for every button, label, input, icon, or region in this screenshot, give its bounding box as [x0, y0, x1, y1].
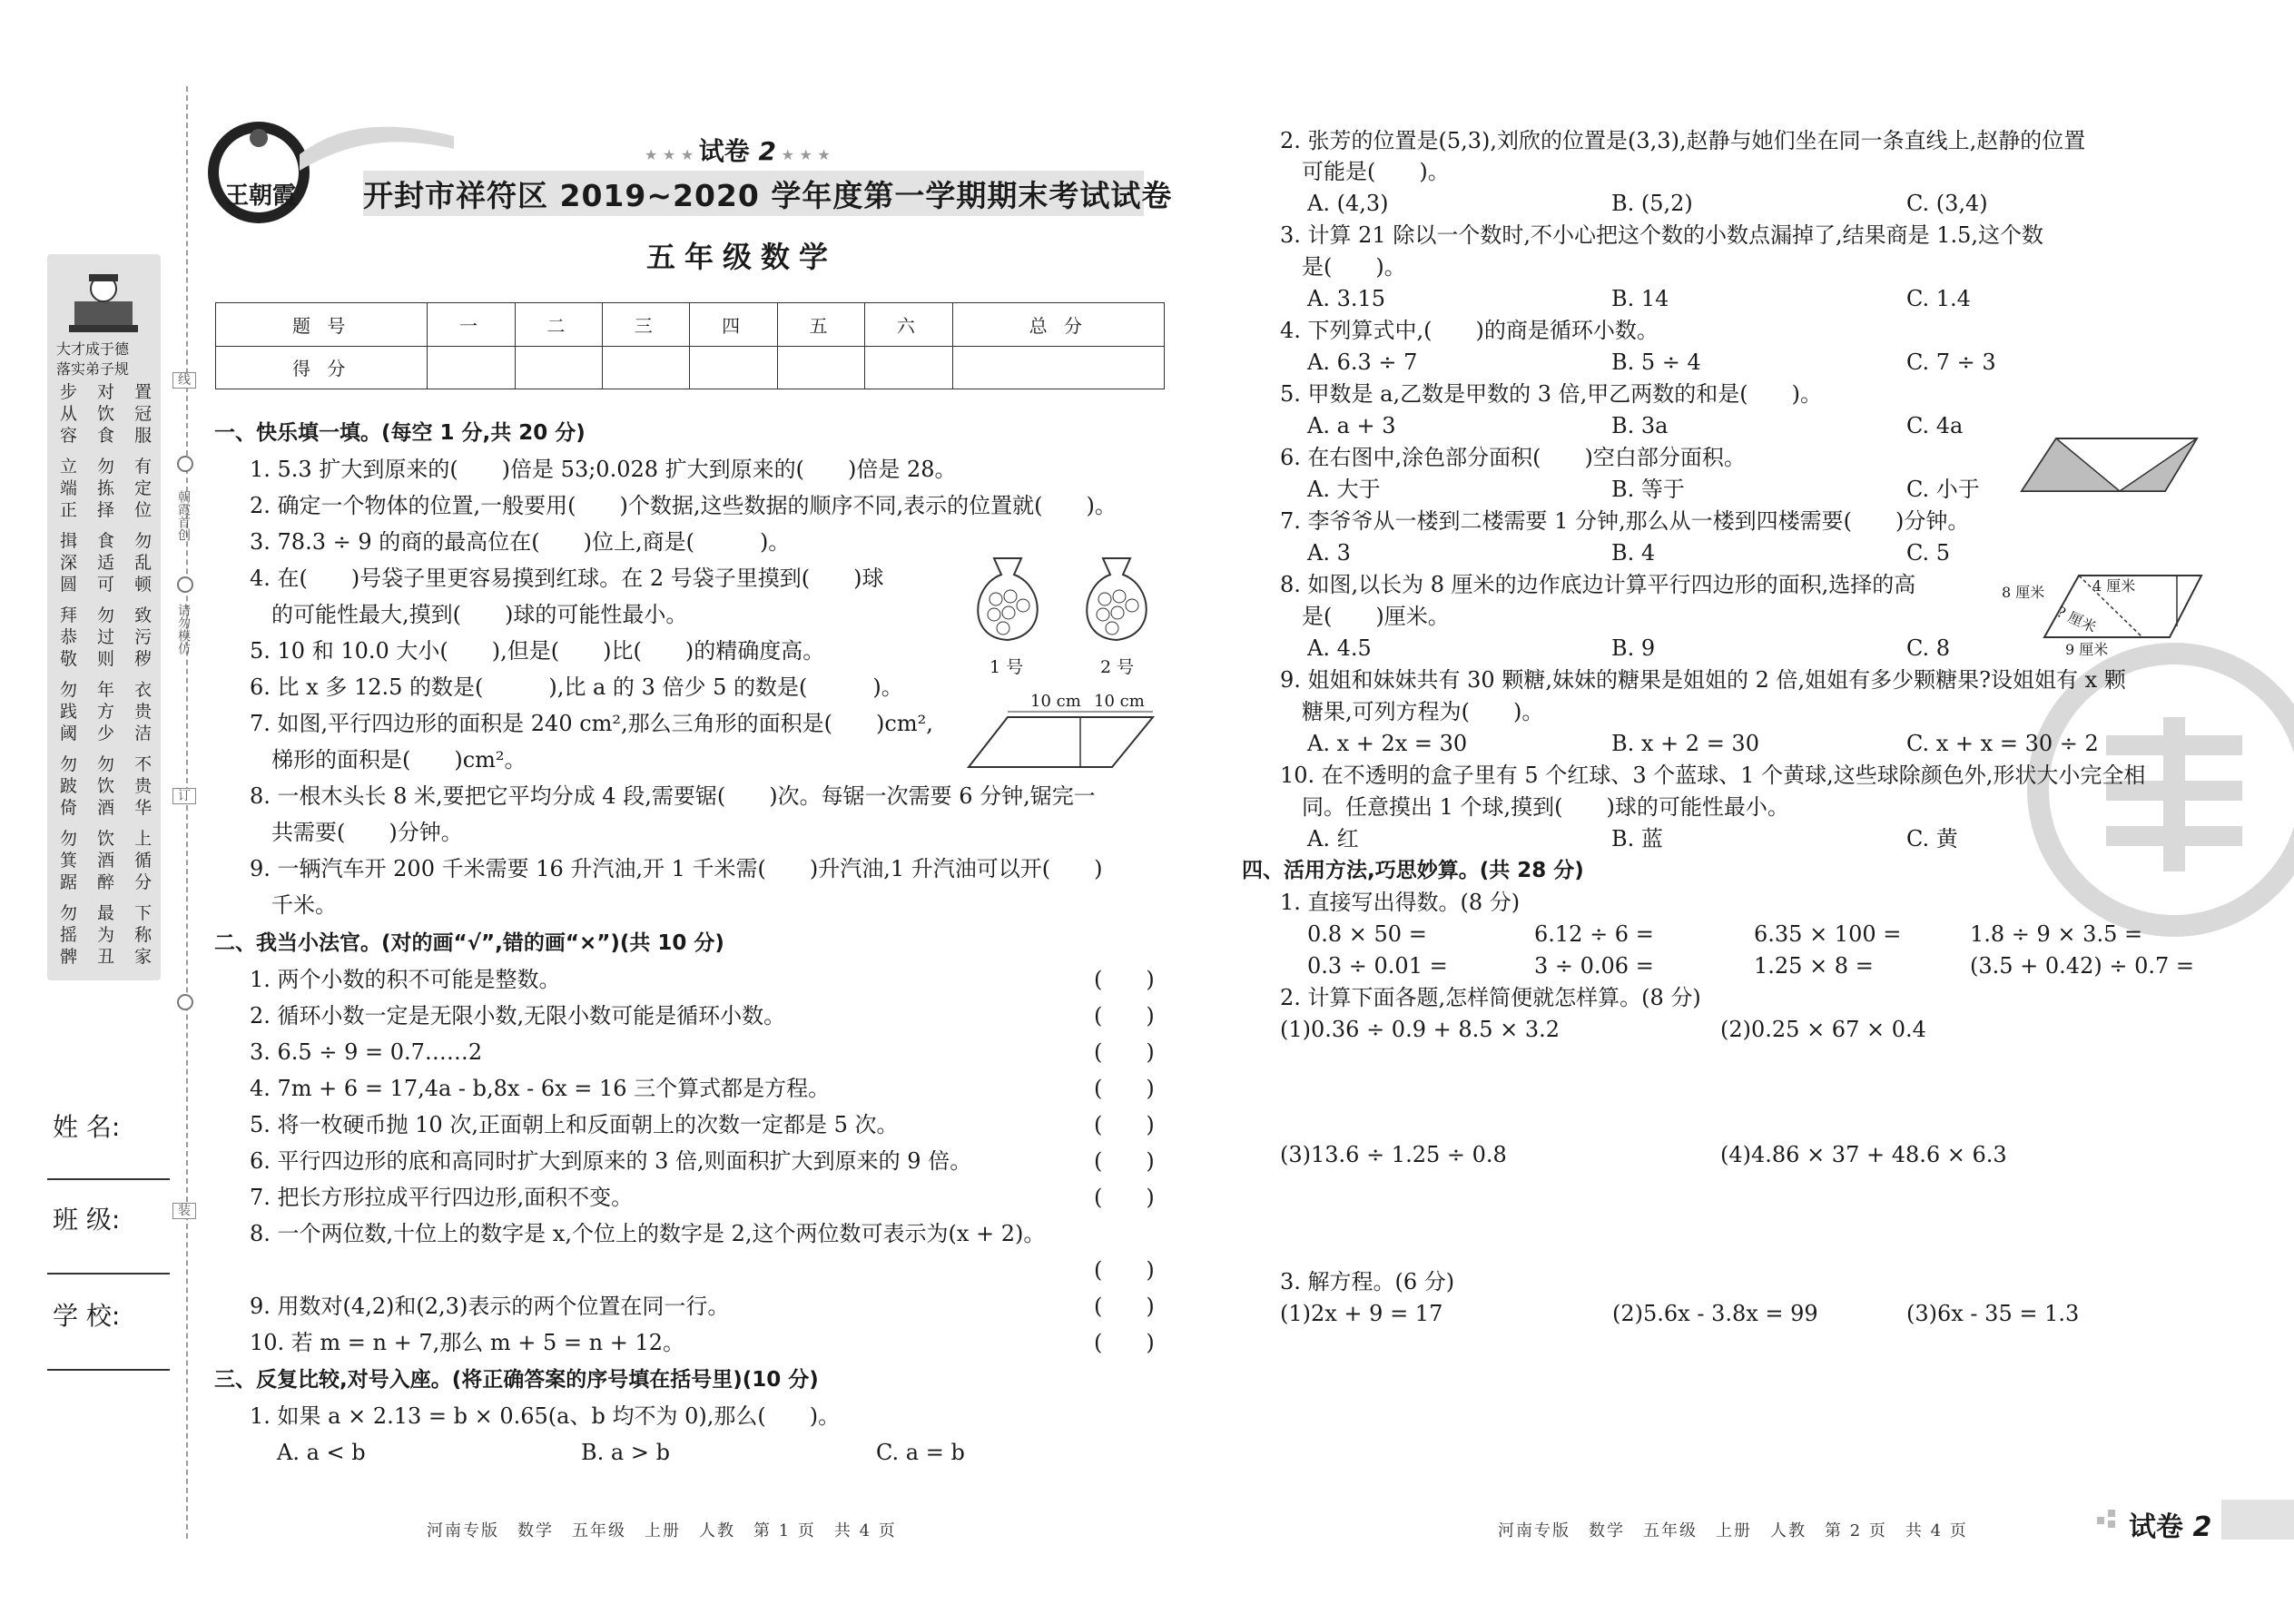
s3-question: 糖果,可列方程为( )。: [1280, 699, 1544, 724]
answer-paren[interactable]: ( ): [1094, 1039, 1155, 1065]
binding-hole-icon: [177, 456, 193, 472]
sidebar-line: 踞 醉 分: [60, 872, 160, 892]
s3-option: C. (3,4): [1906, 191, 1988, 216]
school-field[interactable]: [47, 1369, 170, 1371]
s3-option: B. x + 2 = 30: [1611, 731, 1759, 756]
calc-item: 6.35 × 100 =: [1754, 921, 1902, 947]
s3-question: 4. 下列算式中,( )的商是循环小数。: [1280, 318, 1659, 343]
tag-number: 2: [2192, 1511, 2212, 1543]
calc-item: (4)4.86 × 37 + 48.6 × 6.3: [1720, 1142, 2007, 1167]
s2-item: 7. 把长方形拉成平行四边形,面积不变。: [250, 1185, 634, 1210]
calc-item: 1.25 × 8 =: [1754, 953, 1874, 979]
sidebar-line: 箕 酒 循: [60, 851, 160, 871]
fig-label-unknown: ? 厘米: [2053, 603, 2100, 636]
score-input[interactable]: [690, 346, 777, 389]
score-cell: 三: [603, 303, 690, 347]
calc-item: 1.8 ÷ 9 × 3.5 =: [1970, 921, 2143, 947]
s3-option: B. 4: [1611, 540, 1656, 566]
name-field[interactable]: [47, 1178, 170, 1180]
sidebar-line: 跛 饮 贵: [60, 776, 160, 796]
paper-tag: [2129, 1504, 2211, 1544]
answer-paren[interactable]: ( ): [1094, 1257, 1155, 1283]
logo-text: 王朝霞: [225, 182, 297, 210]
s3-option: A. 红: [1307, 826, 1359, 851]
answer-paren[interactable]: ( ): [1094, 967, 1155, 992]
score-input[interactable]: [777, 346, 864, 389]
sidebar-line: 深 适 乱: [60, 553, 160, 573]
s4-sub: 1. 直接写出得数。(8 分): [1280, 890, 1521, 915]
score-cell: 总 分: [952, 303, 1164, 347]
calc-item: (2)5.6x - 3.8x = 99: [1612, 1301, 1818, 1326]
fig-label-4cm: 4 厘米: [2092, 577, 2136, 595]
s3-question: 10. 在不透明的盒子里有 5 个红球、3 个蓝球、1 个黄球,这些球除颜色外,形状大小完全相: [1280, 763, 2146, 788]
answer-paren[interactable]: ( ): [1094, 1003, 1155, 1029]
seal-mark-xian: 线: [172, 372, 196, 389]
s3-option: A. a < b: [277, 1440, 366, 1465]
seal-mark-ding: 订: [172, 788, 196, 804]
paper-badge: ★ ★ ★ 试卷 2 ★ ★ ★: [645, 136, 831, 166]
score-cell: 四: [690, 303, 777, 347]
ball-bags-figure: [958, 549, 1167, 649]
s3-option: C. a = b: [876, 1440, 965, 1465]
score-cell: 一: [428, 303, 515, 347]
section1-title: 一、快乐填一填。(每空 1 分,共 20 分): [214, 421, 586, 445]
calc-item: (2)0.25 × 67 × 0.4: [1720, 1017, 1926, 1042]
answer-paren[interactable]: ( ): [1094, 1185, 1155, 1210]
scholar-figure-icon: [67, 265, 140, 338]
s2-item: 4. 7m + 6 = 17,4a - b,8x - 6x = 16 三个算式都是方程。: [250, 1076, 831, 1101]
s3-question: 3. 计算 21 除以一个数时,不小心把这个数的小数点漏掉了,结果商是 1.5,这个数: [1280, 222, 2044, 248]
parallelogram-figure: [967, 708, 1157, 776]
s2-item: 8. 一个两位数,十位上的数字是 x,个位上的数字是 2,这个两位数可表示为(x + 2)。: [250, 1221, 1046, 1246]
s3-option: B. 14: [1611, 286, 1669, 311]
footer-right: 河南专版 数学 五年级 上册 人教 第 2 页 共 4 页: [1498, 1521, 1968, 1540]
s2-item: 3. 6.5 ÷ 9 = 0.7……2: [250, 1039, 483, 1065]
dim-label-1: 10 cm: [1030, 692, 1081, 711]
s3-option: C. x + x = 30 ÷ 2: [1906, 731, 2099, 756]
badge-number: 2: [758, 136, 776, 166]
score-cell: 五: [777, 303, 864, 347]
s4-sub: 2. 计算下面各题,怎样简便就怎样算。(8 分): [1280, 985, 1701, 1010]
score-cell: 六: [865, 303, 952, 347]
s3-question: 是( )。: [1280, 254, 1406, 280]
s1-item: 8. 一根木头长 8 米,要把它平均分成 4 段,需要锯( )次。每锯一次需要 6 分钟,锯完一: [250, 783, 1096, 809]
sidebar-line: 勿 最 下: [60, 903, 160, 923]
s2-item: 9. 用数对(4,2)和(2,3)表示的两个位置在同一行。: [250, 1294, 730, 1319]
seal-text-2: 请勿模仿: [176, 604, 191, 655]
score-cell: 得 分: [216, 346, 428, 389]
footer-left: 河南专版 数学 五年级 上册 人教 第 1 页 共 4 页: [427, 1521, 897, 1540]
answer-paren[interactable]: ( ): [1094, 1076, 1155, 1101]
binding-dashed-line: [186, 86, 188, 1539]
s3-question: 是( )厘米。: [1280, 604, 1450, 629]
sidebar-line: 倚 酒 华: [60, 798, 160, 818]
s3-question: 6. 在右图中,涂色部分面积( )空白部分面积。: [1280, 445, 1746, 470]
calc-item: (1)0.36 ÷ 0.9 + 8.5 × 3.2: [1280, 1017, 1561, 1042]
calc-item: 0.8 × 50 =: [1307, 921, 1427, 947]
s3-option: C. 黄: [1906, 826, 1958, 851]
s2-item: 6. 平行四边形的底和高同时扩大到原来的 3 倍,则面积扩大到原来的 9 倍。: [250, 1148, 972, 1174]
name-label: 姓 名:: [53, 1112, 121, 1142]
sidebar-line: 敬 则 秽: [60, 649, 160, 669]
s3-option: A. 4.5: [1307, 635, 1372, 661]
section2-title: 二、我当小法官。(对的画“√”,错的画“×”)(共 10 分): [214, 931, 724, 955]
s1-item: 2. 确定一个物体的位置,一般要用( )个数据,这些数据的顺序不同,表示的位置就( )。: [250, 493, 1117, 518]
bag1-label: 1 号: [989, 657, 1024, 677]
s1-item: 的可能性最大,摸到( )球的可能性最小。: [250, 602, 688, 627]
s3-question: 1. 如果 a × 2.13 = b × 0.65(a、b 均不为 0),那么( )。: [250, 1403, 841, 1429]
class-label: 班 级:: [53, 1205, 121, 1235]
sidebar-line: 揖 食 勿: [60, 531, 160, 551]
class-field[interactable]: [47, 1273, 170, 1275]
dim-label-2: 10 cm: [1094, 692, 1145, 711]
sidebar-motto-1: 大才成于德: [56, 340, 130, 358]
s3-question: 7. 李爷爷从一楼到二楼需要 1 分钟,那么从一楼到四楼需要( )分钟。: [1280, 508, 1970, 534]
badge-label: 试卷: [698, 136, 750, 166]
s2-item: 5. 将一枚硬币抛 10 次,正面朝上和反面朝上的次数一定都是 5 次。: [250, 1112, 899, 1137]
s4-sub: 3. 解方程。(6 分): [1280, 1269, 1455, 1294]
s3-question: 8. 如图,以长为 8 厘米的边作底边计算平行四边形的面积,选择的高: [1280, 572, 1916, 597]
fig-label-9cm: 9 厘米: [2065, 641, 2109, 658]
s1-item: 6. 比 x 多 12.5 的数是( ),比 a 的 3 倍少 5 的数是( )。: [250, 674, 903, 700]
answer-paren[interactable]: ( ): [1094, 1294, 1155, 1319]
s1-item: 共需要( )分钟。: [250, 820, 463, 845]
calc-item: (1)2x + 9 = 17: [1280, 1301, 1443, 1326]
sidebar-line: 勿 饮 上: [60, 829, 160, 849]
sidebar-line: 立 勿 有: [60, 457, 160, 477]
sidebar-line: 恭 过 污: [60, 627, 160, 647]
publisher-logo: [204, 118, 313, 227]
score-table-header: [216, 303, 1165, 347]
s2-item: 2. 循环小数一定是无限小数,无限小数可能是循环小数。: [250, 1003, 786, 1029]
s3-option: B. 5 ÷ 4: [1611, 349, 1701, 375]
shaded-parallelogram-figure: [2020, 434, 2201, 496]
s1-item: 梯形的面积是( )cm²。: [250, 747, 527, 773]
s3-option: C. 7 ÷ 3: [1906, 349, 1996, 375]
s3-question: 9. 姐姐和妹妹共有 30 颗糖,妹妹的糖果是姐姐的 2 倍,姐姐有多少颗糖果?设姐姐有 x 颗: [1280, 667, 2126, 693]
s3-option: B. 3a: [1611, 413, 1669, 438]
s3-question: 5. 甲数是 a,乙数是甲数的 3 倍,甲乙两数的和是( )。: [1280, 381, 1822, 407]
s1-item: 4. 在( )号袋子里更容易摸到红球。在 2 号袋子里摸到( )球: [250, 566, 884, 591]
calc-item: 0.3 ÷ 0.01 =: [1307, 953, 1448, 979]
s1-item: 7. 如图,平行四边形的面积是 240 cm²,那么三角形的面积是( )cm²,: [250, 711, 933, 736]
sidebar-line: 髀 丑 家: [60, 947, 160, 967]
s3-option: B. a > b: [581, 1440, 670, 1465]
s3-option: B. (5,2): [1611, 191, 1693, 216]
sidebar-line: 摇 为 称: [60, 925, 160, 945]
section4-title: 四、活用方法,巧思妙算。(共 28 分): [1242, 859, 1584, 882]
score-input[interactable]: [428, 346, 515, 389]
s3-question: 2. 张芳的位置是(5,3),刘欣的位置是(3,3),赵静与她们坐在同一条直线上,赵静的位置: [1280, 128, 2086, 153]
s1-item: 千米。: [250, 892, 337, 918]
seal-text-1: 朝霞首创: [176, 490, 191, 541]
sidebar-line: 践 方 贵: [60, 702, 160, 722]
calc-item: (3.5 + 0.42) ÷ 0.7 =: [1970, 953, 2194, 979]
s3-option: C. 5: [1906, 540, 1951, 566]
sidebar-line: 圆 可 顿: [60, 575, 160, 595]
s3-option: A. 6.3 ÷ 7: [1307, 349, 1418, 375]
s3-option: C. 小于: [1906, 477, 1980, 502]
s1-item: 9. 一辆汽车开 200 千米需要 16 升汽油,开 1 千米需( )升汽油,1 升汽油可以开( ): [250, 856, 1103, 881]
sidebar-line: 端 拣 定: [60, 478, 160, 498]
calc-item: 6.12 ÷ 6 =: [1534, 921, 1654, 947]
bag2-label: 2 号: [1100, 657, 1135, 677]
seal-mark-zhuang: 装: [172, 1203, 196, 1219]
score-input[interactable]: [515, 346, 602, 389]
exam-title: 开封市祥符区 2019~2020 学年度第一学期期末考试试卷: [363, 178, 1173, 213]
s3-question: 可能是( )。: [1280, 159, 1450, 184]
s3-question: 同。任意摸出 1 个球,摸到( )球的可能性最小。: [1280, 794, 1789, 820]
s1-item: 3. 78.3 ÷ 9 的商的最高位在( )位上,商是( )。: [250, 529, 791, 555]
sidebar-line: 从 饮 冠: [60, 404, 160, 424]
s3-option: A. (4,3): [1307, 191, 1389, 216]
answer-paren[interactable]: ( ): [1094, 1330, 1155, 1355]
sidebar-motto-2: 落实弟子规: [56, 360, 130, 378]
fig-label-8cm: 8 厘米: [2002, 584, 2045, 601]
s3-option: C. 1.4: [1906, 286, 1971, 311]
rules-sidebar: [47, 254, 161, 980]
score-cell: 题 号: [216, 303, 428, 347]
s3-option: C. 8: [1906, 635, 1951, 661]
s3-option: B. 9: [1611, 635, 1656, 661]
binding-hole-icon: [177, 994, 193, 1010]
sidebar-line: 容 食 服: [60, 426, 160, 446]
sidebar-line: 勿 年 衣: [60, 680, 160, 700]
score-input[interactable]: [603, 346, 690, 389]
sidebar-line: 步 对 置: [60, 382, 160, 402]
score-input[interactable]: [865, 346, 952, 389]
calc-item: (3)6x - 35 = 1.3: [1906, 1301, 2080, 1326]
s2-item: 1. 两个小数的积不可能是整数。: [250, 967, 561, 992]
sidebar-rules: [54, 381, 160, 976]
score-input[interactable]: [952, 346, 1164, 389]
s1-item: 1. 5.3 扩大到原来的( )倍是 53;0.028 扩大到原来的( )倍是 28。: [250, 457, 957, 482]
binding-hole-icon: [177, 576, 193, 593]
s3-option: B. 等于: [1611, 477, 1685, 502]
sidebar-line: 阈 少 洁: [60, 723, 160, 743]
answer-paren[interactable]: ( ): [1094, 1112, 1155, 1137]
section3-title: 三、反复比较,对号入座。(将正确答案的序号填在括号里)(10 分): [214, 1368, 819, 1392]
tag-band: [2221, 1500, 2294, 1540]
answer-paren[interactable]: ( ): [1094, 1148, 1155, 1174]
sidebar-line: 正 择 位: [60, 500, 160, 520]
s3-option: A. 3: [1307, 540, 1351, 566]
school-label: 学 校:: [53, 1301, 121, 1331]
s3-option: A. x + 2x = 30: [1307, 731, 1468, 756]
s3-option: A. a + 3: [1307, 413, 1396, 438]
score-table: [215, 302, 1165, 389]
s1-item: 5. 10 和 10.0 大小( ),但是( )比( )的精确度高。: [250, 638, 825, 664]
tag-decoration: [2097, 1510, 2126, 1528]
s2-item: 10. 若 m = n + 7,那么 m + 5 = n + 12。: [250, 1330, 685, 1355]
s3-option: B. 蓝: [1611, 826, 1663, 851]
calc-item: 3 ÷ 0.06 =: [1534, 953, 1654, 979]
sidebar-line: 勿 勿 不: [60, 754, 160, 774]
s3-option: A. 大于: [1307, 477, 1381, 502]
s3-option: C. 4a: [1906, 413, 1964, 438]
score-cell: 二: [515, 303, 602, 347]
subject-title: 五年级数学: [646, 240, 838, 274]
tag-label: 试卷: [2129, 1511, 2183, 1543]
s3-option: A. 3.15: [1307, 286, 1386, 311]
score-table-row: [216, 346, 1165, 389]
sidebar-line: 拜 勿 致: [60, 605, 160, 625]
calc-item: (3)13.6 ÷ 1.25 ÷ 0.8: [1280, 1142, 1507, 1167]
